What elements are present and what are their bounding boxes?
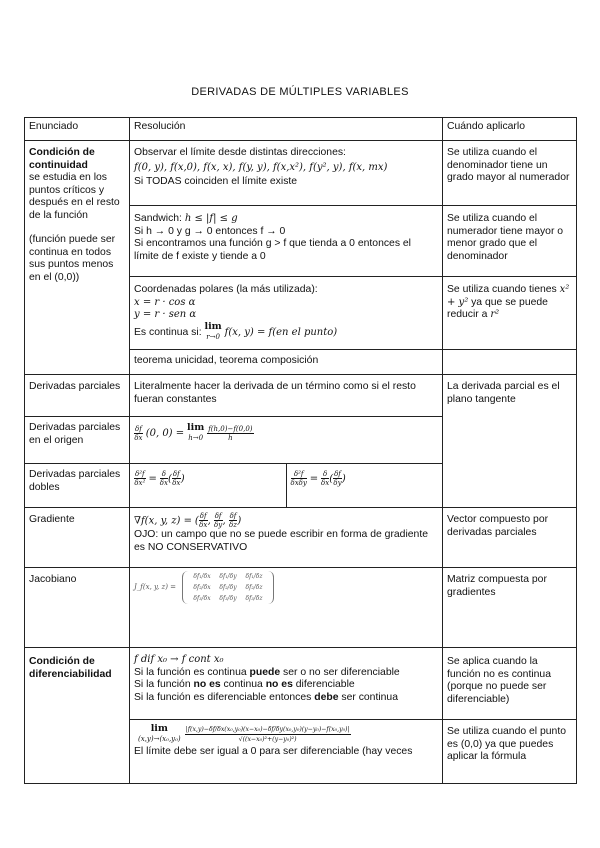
continuidad-r4-when (443, 350, 577, 375)
origen-rhs-frac: $\frac{f(h,0)-f(0,0)}{h}$ (208, 424, 253, 442)
dif-implication: f dif x₀ → f cont x₀ (134, 654, 224, 665)
parciales-text: Literalmente hacer la derivada de un término como si el resto fueran constantes (130, 375, 443, 417)
continuidad-title: Condición de continuidad (29, 147, 95, 171)
jacobian-cell: δf₁/δz (245, 573, 263, 580)
gradiente-title: Gradiente (25, 508, 130, 568)
r3-when-r: r² (490, 309, 500, 320)
r3-y: y = r · sen α (134, 309, 197, 320)
dif-line2: Si la función no es continua no es diferenciable (134, 679, 355, 690)
header-resolucion: Resolución (130, 118, 443, 141)
header-enunciado: Enunciado (25, 118, 130, 141)
derivatives-table (24, 117, 577, 784)
diferenciabilidad-when1: Se aplica cuando la función no es continua (porque no puede ser diferenciable) (443, 648, 577, 720)
jacobiano-title: Jacobiano (25, 568, 130, 648)
jacobian-cell: δf₂/δy (219, 584, 237, 591)
parciales-when: La derivada parcial es el plano tangente (443, 375, 577, 508)
r1-math: f(0, y), f(x,0), f(x, x), f(y, y), f(x,x²), f(y², y), f(x, mx) (134, 161, 388, 173)
table-row (25, 568, 577, 648)
r3-when-b: ya que se puede reducir a (447, 296, 548, 320)
dobles-formulas (130, 464, 443, 508)
gradiente-formula: ∇f(x, y, z) = ( $\frac{\delta f}{\delta x}$ , $\frac{\delta f}{\delta y}$ , $\frac{\delta f}{\delta z}$ ) OJO: un campo que no se puede escribir en forma de gradiente es NO CONSERVATIVO (130, 508, 443, 568)
table-row (25, 375, 577, 417)
origen-title: Derivadas parciales en el origen (25, 417, 130, 464)
continuidad-cell (25, 141, 130, 375)
jacobiano-matrix (182, 571, 274, 604)
continuidad-r2 (130, 206, 443, 277)
origen-limit: lim h→0 (187, 422, 205, 442)
jacobiano-when: Matriz compuesta por gradientes (443, 568, 577, 648)
table-header (25, 118, 577, 141)
jacobian-cell: δf₃/δy (219, 595, 237, 602)
r2-line3: Si encontramos una función g > f que tienda a 0 entonces el límite de f existe y tiende a 0 (134, 238, 411, 262)
jacobian-cell: δf₂/δz (245, 584, 263, 591)
dobles-formula-xy: $\frac{\text{δ²f}}{\text{δxδy}}$ = $\frac{\delta}{\delta x}$ ( $\frac{\delta f}{\delta y}$ ) (286, 464, 443, 507)
r2-line2: Si h → 0 y g → 0 entonces f → 0 (134, 225, 286, 237)
dif-limit: lim (x,y)→(x₀,y₀) (138, 723, 181, 743)
jacobian-cell: δf₁/δy (219, 573, 237, 580)
continuidad-r1 (130, 141, 443, 206)
origen-formula (130, 417, 443, 464)
diferenciabilidad-when2: Se utiliza cuando el punto es (0,0) ya que puedes aplicar la fórmula (443, 720, 577, 784)
gradiente-when: Vector compuesto por derivadas parciales (443, 508, 577, 568)
r2-math: h ≤ |f| ≤ g (184, 213, 238, 224)
r3-lim-bot: r→0 (206, 332, 220, 341)
diferenciabilidad-title: Condición de diferenciabilidad (25, 648, 130, 784)
r3-lead: Es continua si: (134, 326, 202, 338)
jacobian-cell: δf₂/δx (193, 584, 211, 591)
continuidad-desc: se estudia en los puntos críticos y después en el resto de la función (29, 172, 120, 221)
r2-lead: Sandwich: (134, 213, 182, 224)
r3-x: x = r · cos α (134, 296, 196, 308)
jacobiano-formula (130, 568, 443, 648)
continuidad-r1-when: Se utiliza cuando el denominador tiene un grado mayor al numerador (443, 141, 577, 206)
origen-point: (0, 0) = (145, 427, 185, 439)
jacobian-cell: δf₃/δz (245, 595, 263, 602)
dobles-title: Derivadas parciales dobles (25, 464, 130, 508)
r3-text: Coordenadas polares (la más utilizada): (134, 284, 318, 295)
continuidad-r4: teorema unicidad, teorema composición (130, 350, 443, 375)
diferenciabilidad-formula (130, 720, 443, 784)
diferenciabilidad-rules (130, 648, 443, 720)
dif-line1: Si la función es continua puede ser o no ser diferenciable (134, 666, 400, 678)
r3-when-a: Se utiliza cuando tienes (447, 284, 557, 295)
origen-lhs-frac: $\frac{\delta f}{\delta x}$ (134, 424, 143, 442)
table-row (25, 141, 577, 206)
r3-lim-top: lim (204, 320, 222, 332)
table-row (25, 508, 577, 568)
r3-expr: f(x, y) = f(en el punto) (224, 326, 338, 338)
r3-when-math: x² + y² (447, 284, 570, 308)
continuidad-r2-when: Se utiliza cuando el numerador tiene mayor o menor grado que el denominador (443, 206, 577, 277)
header-cuando: Cuándo aplicarlo (443, 118, 577, 141)
r1-tail: Si TODAS coinciden el límite existe (134, 176, 298, 187)
dif-last: El límite debe ser igual a 0 para ser diferenciable (hay veces (134, 746, 413, 757)
page-title: DERIVADAS DE MÚLTIPLES VARIABLES (191, 86, 409, 98)
continuidad-r3-when (443, 277, 577, 350)
dobles-formula-xx: $\frac{\text{δ²f}}{\text{δx²}}$ = $\frac{\delta}{\delta x}$ ( $\frac{\delta f}{\delta x}$ ) (134, 470, 185, 487)
parciales-title: Derivadas parciales (25, 375, 130, 417)
jacobian-cell: δf₃/δx (193, 595, 211, 602)
r3-limit (204, 322, 221, 342)
dif-big-frac: $\frac{\text{|f(x,y)−δf/δx(x₀,y₀)(x−x₀)−δf/δy(x₀,y₀)(y−y₀)−f(x₀,y₀)|}}{\text{√((x−x₀)²+(y−y₀)²)}}$ (185, 725, 350, 743)
table-row (25, 648, 577, 720)
gradiente-lhs: ∇f(x, y, z) = (134, 515, 192, 527)
r1-text: Observar el límite desde distintas direcciones: (134, 147, 346, 158)
jacobian-cell: δf₁/δx (193, 573, 211, 580)
gradiente-text: OJO: un campo que no se puede escribir en forma de gradiente es NO CONSERVATIVO (134, 529, 428, 553)
continuidad-note: (función puede ser continua en todos sus puntos menos en el (0,0)) (29, 234, 116, 283)
jacobiano-lhs: J_f(x, y, z) = (134, 583, 177, 592)
dif-line3: Si la función es diferenciable entonces debe ser continua (134, 691, 398, 703)
continuidad-r3 (130, 277, 443, 350)
